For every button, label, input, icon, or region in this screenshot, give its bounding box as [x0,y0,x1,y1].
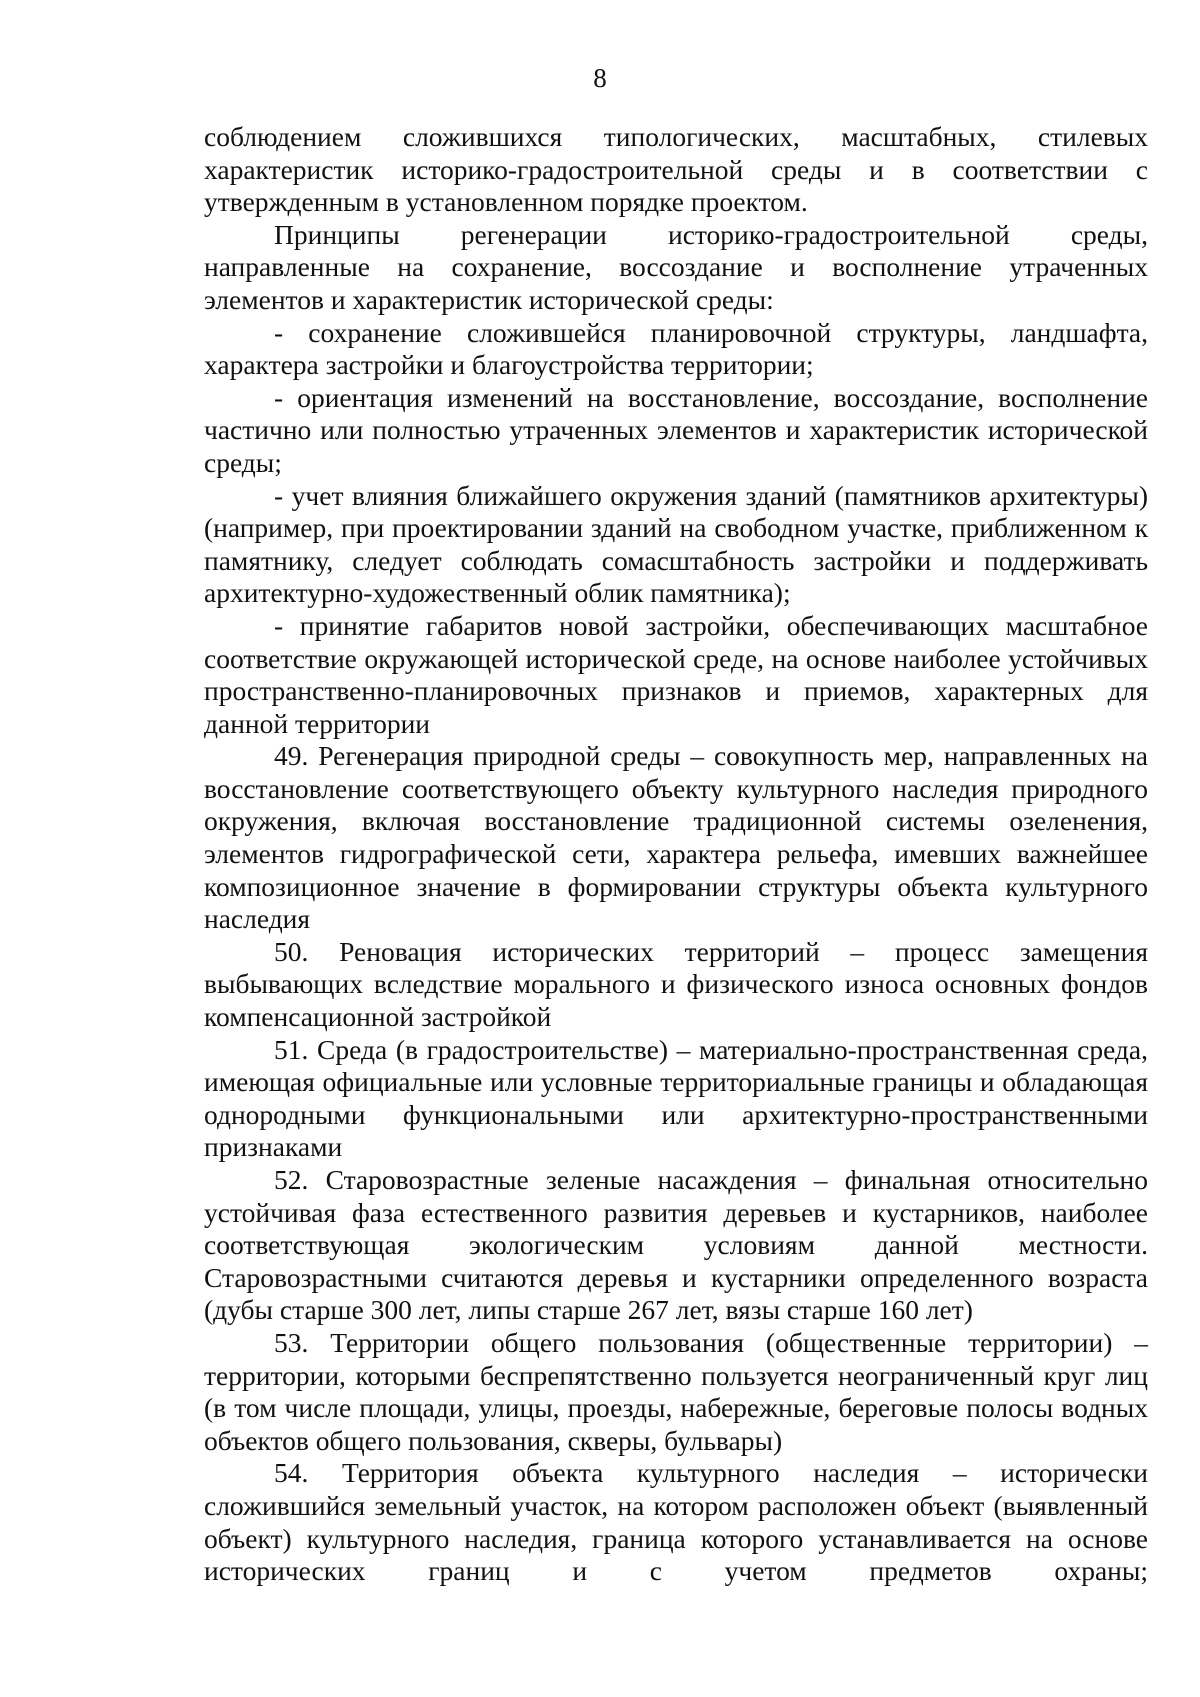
paragraph-principles-intro: Принципы регенерации историко-градостроительной среды, направленные на сохранение, воссоздание и восполнение утраченных элементов и характеристик исторической среды: [204,218,1148,315]
paragraph-49: 49. Регенерация природной среды – совокупность мер, направленных на восстановление соответствующего объекту культурного наследия природного окружения, включая восстановление традиционной системы озеленения, элементов гидрографической сети, характера рельефа, имевших важнейшее композиционное значение в формировании структуры объекта культурного наследия [204,740,1148,935]
paragraph-51: 51. Среда (в градостроительстве) – материально-пространственная среда, имеющая официальные или условные территориальные границы и обладающая однородными функциональными или архитектурно-пространственными признаками [204,1033,1148,1163]
list-item-orientation: - ориентация изменений на восстановление, воссоздание, восполнение частично или полностью утраченных элементов и характеристик исторической среды; [204,381,1148,478]
document-body [204,121,1148,1588]
list-item-preservation: - сохранение сложившейся планировочной структуры, ландшафта, характера застройки и благоустройства территории; [204,316,1148,381]
paragraph-52: 52. Старовозрастные зеленые насаждения – финальная относительно устойчивая фаза естественного развития деревьев и кустарников, наиболее соответствующая экологическим условиям данной местности. Старовозрастными считаются деревья и кустарники определенного возраста (дубы старше 300 лет, липы старше 267 лет, вязы старше 160 лет) [204,1164,1148,1326]
paragraph-continuation: соблюдением сложившихся типологических, масштабных, стилевых характеристик историко-градостроительной среды и в соответствии с утвержденным в установленном порядке проектом. [204,121,1148,218]
list-item-surroundings: - учет влияния ближайшего окружения зданий (памятников архитектуры) (например, при проектировании зданий на свободном участке, приближенном к памятнику, следует соблюдать сомасштабность застройки и поддерживать архитектурно-художественный облик памятника); [204,479,1148,609]
page-number: 8 [593,63,607,93]
list-item-dimensions: - принятие габаритов новой застройки, обеспечивающих масштабное соответствие окружающей исторической среде, на основе наиболее устойчивых пространственно-планировочных признаков и приемов, характерных для данной территории [204,609,1148,739]
paragraph-54: 54. Территория объекта культурного наследия – исторически сложившийся земельный участок, на котором расположен объект (выявленный объект) культурного наследия, граница которого устанавливается на основе исторических границ и с учетом предметов охраны; [204,1457,1148,1587]
paragraph-53: 53. Территории общего пользования (общественные территории) – территории, которыми беспрепятственно пользуется неограниченный круг лиц (в том числе площади, улицы, проезды, набережные, береговые полосы водных объектов общего пользования, скверы, бульвары) [204,1326,1148,1456]
paragraph-50: 50. Реновация исторических территорий – процесс замещения выбывающих вследствие морального и физического износа основных фондов компенсационной застройкой [204,935,1148,1033]
